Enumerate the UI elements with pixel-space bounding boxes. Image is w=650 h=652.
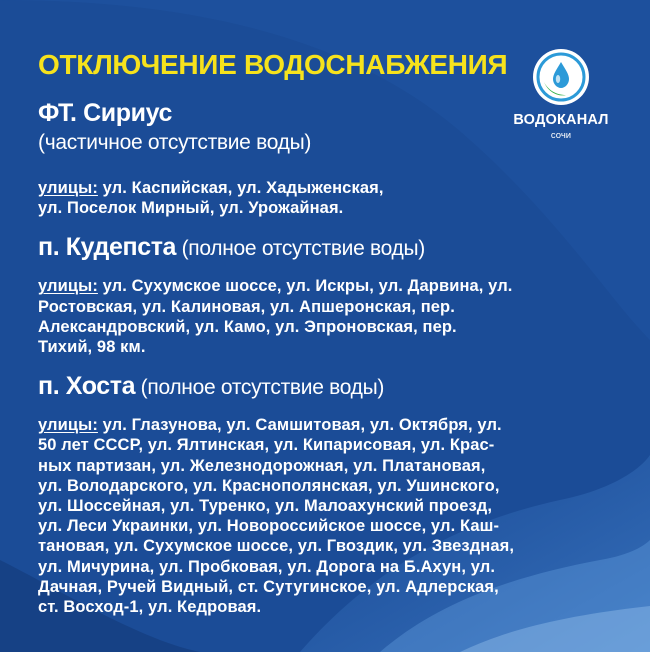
street-line: Дачная, Ручей Видный, ст. Сутугинское, ул. Адлерская, bbox=[38, 577, 499, 596]
section-name: п. Кудепста bbox=[38, 233, 177, 262]
streets-label: улицы: bbox=[38, 416, 98, 435]
section-note: (полное отсутствие воды) bbox=[176, 237, 426, 261]
section-name: п. Хоста bbox=[38, 372, 136, 401]
street-line: Тихий, 98 км. bbox=[38, 338, 146, 357]
street-line: Александровский, ул. Камо, ул. Эпроновская, пер. bbox=[38, 317, 457, 336]
section-note: (частичное отсутствие воды) bbox=[38, 131, 312, 154]
section-heading-kudepsta bbox=[38, 232, 598, 264]
section-streets-khosta bbox=[38, 415, 598, 617]
section-note: (полное отсутствие воды) bbox=[135, 376, 385, 400]
outage-list bbox=[38, 98, 598, 617]
page-title: ОТКЛЮЧЕНИЕ ВОДОСНАБЖЕНИЯ bbox=[38, 49, 508, 80]
street-line: 50 лет СССР, ул. Ялтинская, ул. Кипарисовая, ул. Крас- bbox=[38, 436, 495, 455]
streets-label: улицы: bbox=[38, 277, 98, 296]
logo-name: ВОДОКАНАЛ bbox=[513, 112, 609, 128]
section-streets-sirius bbox=[38, 178, 598, 218]
street-line: ул. Леси Украинки, ул. Новороссийское шоссе, ул. Каш- bbox=[38, 517, 500, 536]
section-heading-khosta bbox=[38, 371, 598, 403]
section-heading-sirius bbox=[38, 98, 598, 158]
streets-label: улицы: bbox=[38, 179, 98, 197]
street-line: ул. Шоссейная, ул. Туренко, ул. Малоахунский проезд, bbox=[38, 497, 493, 516]
section-streets-kudepsta bbox=[38, 276, 598, 357]
section-name: ФТ. Сириус bbox=[38, 99, 172, 127]
street-line: Ростовская, ул. Калиновая, ул. Апшеронская, пер. bbox=[38, 297, 455, 316]
street-line: ст. Восход-1, ул. Кедровая. bbox=[38, 598, 262, 617]
street-line: ул. Каспийская, ул. Хадыженская, bbox=[102, 179, 384, 197]
street-line: ул. Володарского, ул. Краснополянская, ул. Ушинского, bbox=[38, 476, 500, 495]
street-line: ул. Глазунова, ул. Самшитовая, ул. Октября, ул. bbox=[102, 416, 502, 435]
street-line: ул. Мичурина, ул. Пробковая, ул. Дорога на Б.Ахун, ул. bbox=[38, 557, 496, 576]
street-line: тановая, ул. Сухумское шоссе, ул. Гвоздик, ул. Звездная, bbox=[38, 537, 515, 556]
street-line: ул. Поселок Мирный, ул. Урожайная. bbox=[38, 199, 344, 218]
street-line: ных партизан, ул. Железнодорожная, ул. Платановая, bbox=[38, 456, 486, 475]
street-line: ул. Сухумское шоссе, ул. Искры, ул. Дарвина, ул. bbox=[102, 277, 513, 296]
logo-city: сочи bbox=[550, 130, 572, 141]
